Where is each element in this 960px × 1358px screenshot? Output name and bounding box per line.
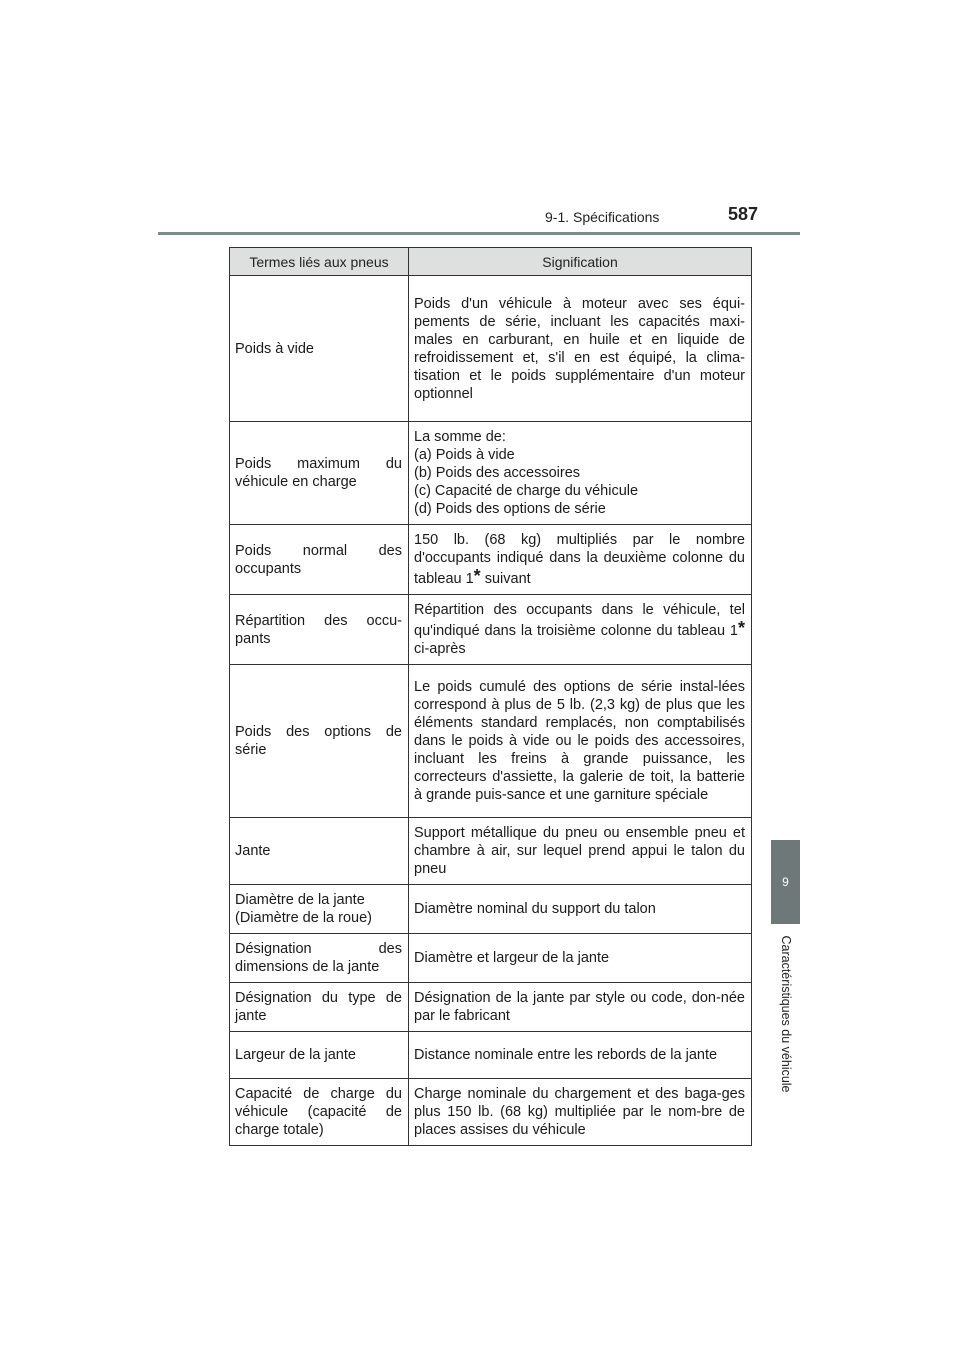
meaning-text-end: suivant — [480, 571, 531, 587]
term-cell: Largeur de la jante — [230, 1032, 409, 1079]
meaning-cell: Distance nominale entre les rebords de la jante — [409, 1032, 752, 1079]
meaning-cell: Le poids cumulé des options de série instal-lées correspond à plus de 5 lb. (2,3 kg) de plus que les éléments standard remplacés, non comptabilisés dans le poids à vide ou le poids des accessoires, incluant les freins à grande puissance, les correcteurs d'assiette, la galerie de toit, la batterie à grande puis-sance et une garniture spéciale — [409, 665, 752, 818]
footnote-marker: * — [473, 566, 481, 586]
table-header-row — [230, 248, 752, 276]
meaning-cell: Diamètre nominal du support du talon — [409, 885, 752, 934]
term-cell: Répartition des occu-pants — [230, 595, 409, 665]
table-row — [230, 1079, 752, 1146]
column-header-meaning: Signification — [409, 248, 752, 276]
meaning-cell — [409, 525, 752, 595]
term-cell: Poids normal des occupants — [230, 525, 409, 595]
chapter-label: Caractéristiques du véhicule — [779, 935, 793, 1093]
meaning-text: Répartition des occupants dans le véhicule, tel qu'indiqué dans la troisième colonne du tableau 1 — [414, 602, 745, 639]
table-row — [230, 934, 752, 983]
term-cell: Capacité de charge du véhicule (capacité de charge totale) — [230, 1079, 409, 1146]
footnote-marker: * — [737, 618, 745, 638]
tire-terms-table — [229, 247, 752, 1146]
meaning-cell — [409, 595, 752, 665]
table-row — [230, 595, 752, 665]
term-cell: Désignation du type de jante — [230, 983, 409, 1032]
header-divider — [158, 232, 800, 235]
term-line: Diamètre de la jante — [235, 892, 365, 908]
table-row — [230, 983, 752, 1032]
chapter-tab[interactable] — [771, 840, 800, 924]
table-row — [230, 422, 752, 525]
term-cell — [230, 885, 409, 934]
meaning-line: (d) Poids des options de série — [414, 501, 606, 517]
column-header-term: Termes liés aux pneus — [230, 248, 409, 276]
table-row — [230, 525, 752, 595]
table-row — [230, 276, 752, 422]
term-cell: Poids maximum du véhicule en charge — [230, 422, 409, 525]
meaning-cell: Désignation de la jante par style ou code, don-née par le fabricant — [409, 983, 752, 1032]
term-line: (Diamètre de la roue) — [235, 910, 372, 926]
meaning-cell — [409, 422, 752, 525]
chapter-number: 9 — [782, 875, 789, 889]
table-row — [230, 818, 752, 885]
table-row — [230, 665, 752, 818]
meaning-cell: Charge nominale du chargement et des baga-ges plus 150 lb. (68 kg) multipliée par le nom-bre de places assises du véhicule — [409, 1079, 752, 1146]
meaning-line: (c) Capacité de charge du véhicule — [414, 483, 639, 499]
meaning-cell: Support métallique du pneu ou ensemble pneu et chambre à air, sur lequel prend appui le talon du pneu — [409, 818, 752, 885]
table-row — [230, 885, 752, 934]
term-cell: Désignation des dimensions de la jante — [230, 934, 409, 983]
page-number: 587 — [728, 204, 759, 224]
term-cell: Poids à vide — [230, 276, 409, 422]
meaning-text-end: ci-après — [414, 641, 466, 657]
term-cell: Jante — [230, 818, 409, 885]
table-row — [230, 1032, 752, 1079]
meaning-cell: Diamètre et largeur de la jante — [409, 934, 752, 983]
meaning-line: (b) Poids des accessoires — [414, 465, 581, 481]
section-title: 9-1. Spécifications — [545, 209, 660, 225]
meaning-cell: Poids d'un véhicule à moteur avec ses équi-pements de série, incluant les capacités maxi-males en carburant, en huile et en liquide de refroidissement et, s'il en est équipé, la clima-tisation et le poids supplémentaire d'un moteur optionnel — [409, 276, 752, 422]
meaning-line: (a) Poids à vide — [414, 447, 515, 463]
term-cell: Poids des options de série — [230, 665, 409, 818]
meaning-text: 150 lb. (68 kg) multipliés par le nombre d'occupants indiqué dans la deuxième colonne du tableau 1 — [414, 532, 745, 587]
meaning-line: La somme de: — [414, 429, 506, 445]
